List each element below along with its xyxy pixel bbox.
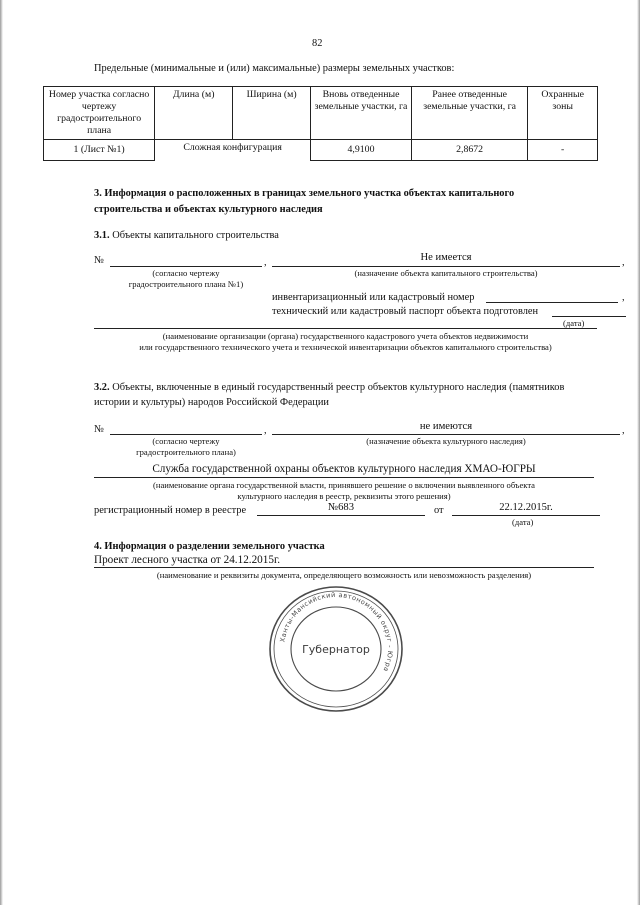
table-header-cell: Ширина (м) [233,87,311,140]
section4-line [94,567,594,568]
passport-date-line [552,316,626,317]
table-header-cell: Ранее отведенные земельные участки, га [411,87,527,140]
table-header-cell: Длина (м) [155,87,233,140]
section3-title-line1: 3. Информация о расположенных в границах земельного участка объектах капитального [94,188,515,199]
section32-line2: истории и культуры) народов Российской Федерации [94,397,329,408]
section31-number: 3.1. [94,230,110,241]
cult-purpose-note: (назначение объекта культурного наследия) [366,436,526,446]
inv-line [486,302,618,303]
limits-intro: Предельные (минимальные и (или) максимальные) размеры земельных участков: [94,63,455,74]
authority-value: Служба государственной охраны объектов культурного наследия ХМАО-ЮГРЫ [152,463,536,475]
cap-purpose-note: (назначение объекта капитального строительства) [354,268,538,278]
cap-purpose-line [272,266,620,267]
table-header-row [44,87,598,140]
cult-purpose-line [272,434,620,435]
inv-comma: , [622,292,625,303]
table-header-cell: Номер участка согласно чертежу градостроительного плана [44,87,155,140]
section32-number: 3.2. [94,382,110,393]
reg-date-line [452,515,600,516]
authority-note-line2: культурного наследия в реестр, реквизиты этого решения) [237,491,451,501]
section4-title: 4. Информация о разделении земельного участка [94,541,325,552]
authority-note-line1: (наименование органа государственной власти, принявшего решение о включении выявленного объекта [152,480,535,490]
cult-no-sign: № [94,424,104,435]
cult-note-line2: градостроительного плана) [136,447,236,457]
cult-number-line [110,434,262,435]
section31-text: Объекты капитального строительства [109,230,279,241]
table-cell-configuration: Сложная конфигурация [155,140,311,161]
table-header-cell: Охранные зоны [528,87,598,140]
section4-value: Проект лесного участка от 24.12.2015г. [94,554,281,566]
page-number: 82 [312,38,323,49]
official-stamp [266,584,406,714]
land-sizes-table [43,86,598,161]
org-note-line2: или государственного технического учета и технической инвентаризации объектов капитального строительства) [139,342,552,352]
section4-note: (наименование и реквизиты документа, определяющего возможность или невозможность разделения) [156,570,532,580]
inv-label: инвентаризационный или кадастровый номер [272,292,475,303]
table-row [44,140,598,161]
org-line [94,328,597,329]
reg-date: 22.12.2015г. [499,502,553,513]
cap-comma-2: , [622,257,625,268]
cap-note-line2: градостроительного плана №1) [128,279,244,289]
table-cell-previous-ha: 2,8672 [411,140,527,161]
section31-heading [94,230,279,241]
section3-title-line2: строительства и объектах культурного наследия [94,204,323,215]
stamp-center-text: Губернатор [302,643,370,656]
cap-number-line [110,266,262,267]
reg-value: №683 [328,502,354,513]
cap-comma-1: , [264,257,267,268]
cult-comma-2: , [622,425,625,436]
stamp-ring-text: Ханты-Мансийский автономный округ - Югра [278,590,395,674]
table-cell-protected: - [528,140,598,161]
table-cell-new-ha: 4,9100 [311,140,412,161]
cult-value: не имеются [419,421,473,432]
table-header-cell: Вновь отведенные земельные участки, га [311,87,412,140]
authority-line [94,477,594,478]
passport-label: технический или кадастровый паспорт объекта подготовлен [272,306,539,317]
section32-text1: Объекты, включенные в единый государственный реестр объектов культурного наследия (памятников [109,382,565,393]
table-cell-number: 1 (Лист №1) [44,140,155,161]
cap-no-sign: № [94,255,104,266]
reg-number-line [257,515,425,516]
reg-from-label: от [434,505,444,516]
section32-line1 [94,382,564,393]
page-left-edge [0,0,3,905]
passport-date-note: (дата) [563,318,585,328]
reg-label: регистрационный номер в реестре [94,505,247,516]
cult-comma-1: , [264,425,267,436]
cap-note-line1: (согласно чертежу [152,268,220,278]
cap-value: Не имеется [420,252,472,263]
org-note-line1: (наименование организации (органа) государственного кадастрового учета объектов недвижимости [162,331,529,341]
reg-date-note: (дата) [512,517,534,527]
cult-note-line1: (согласно чертежу [152,436,220,446]
